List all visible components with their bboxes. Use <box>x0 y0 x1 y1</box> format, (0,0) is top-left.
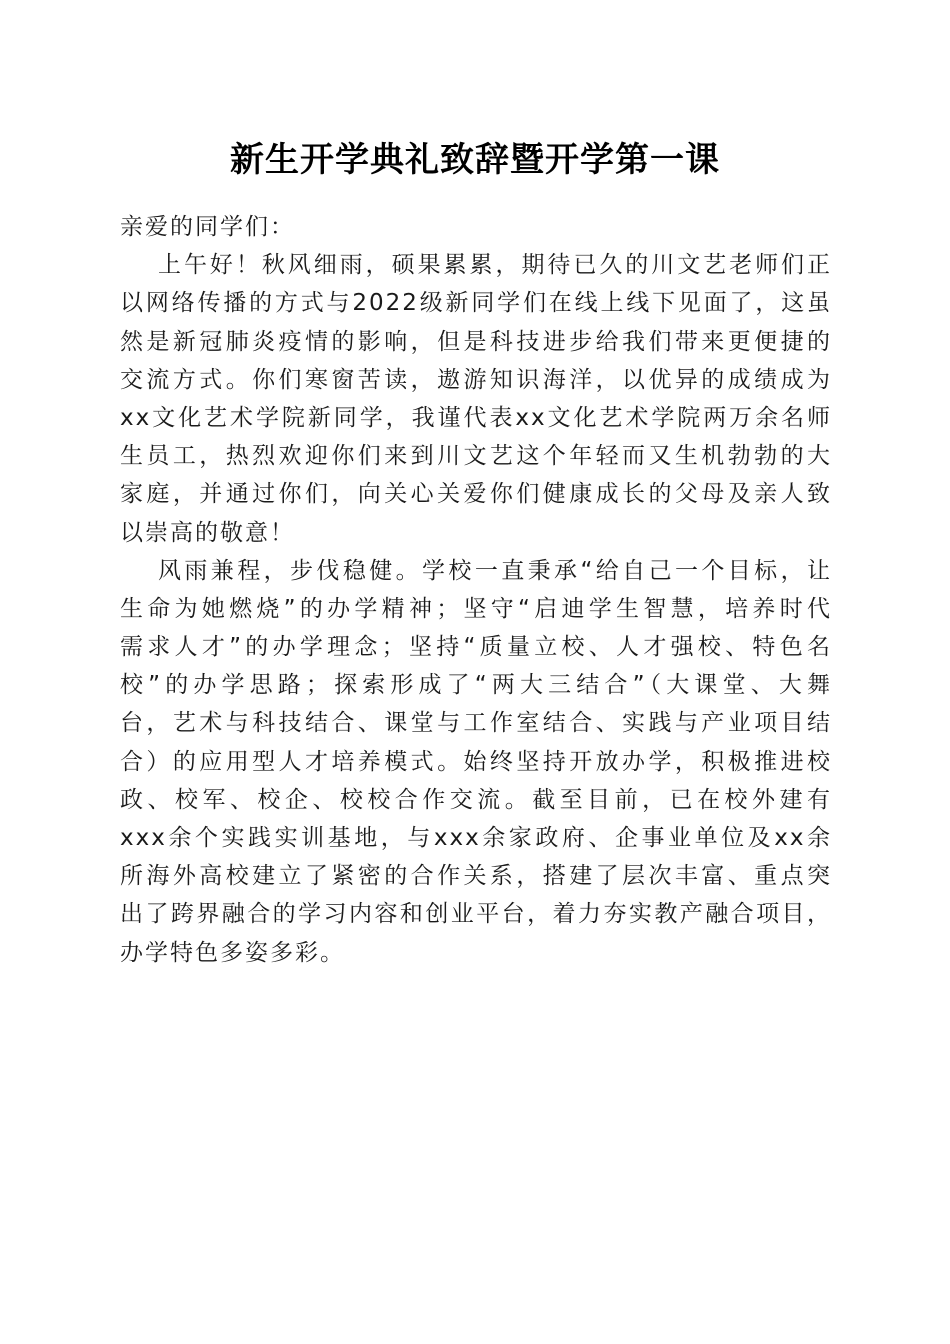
paragraph-line: 生命为她燃烧”的办学精神；坚守“启迪学生智慧，培养时代 <box>120 595 832 622</box>
paragraph-line: 需求人才”的办学理念；坚持“质量立校、人才强校、特色名 <box>120 634 832 661</box>
document-title: 新生开学典礼致辞暨开学第一课 <box>230 140 720 180</box>
paragraph-line: 政、校军、校企、校校合作交流。截至目前，已在校外建有 <box>120 786 832 813</box>
paragraph-line: 以网络传播的方式与2022级新同学们在线上线下见面了，这虽 <box>120 290 832 317</box>
paragraph-line: 校”的办学思路；探索形成了“两大三结合”（大课堂、大舞 <box>120 672 832 699</box>
paragraph-line: 办学特色多姿多彩。 <box>120 939 345 966</box>
paragraph-line: 出了跨界融合的学习内容和创业平台，着力夯实教产融合项目， <box>120 901 832 928</box>
paragraph-line: 合）的应用型人才培养模式。始终坚持开放办学，积极推进校 <box>120 748 832 775</box>
paragraph-line: 以崇高的敬意！ <box>120 519 295 546</box>
paragraph-1 <box>120 246 832 552</box>
paragraph-line: 台，艺术与科技结合、课堂与工作室结合、实践与产业项目结 <box>120 710 832 737</box>
salutation: 亲爱的同学们： <box>120 214 295 240</box>
paragraph-line: 所海外高校建立了紧密的合作关系，搭建了层次丰富、重点突 <box>120 863 832 890</box>
paragraph-line: 然是新冠肺炎疫情的影响，但是科技进步给我们带来更便捷的 <box>120 328 832 355</box>
document-body <box>120 208 832 972</box>
paragraph-line: 风雨兼程，步伐稳健。学校一直秉承“给自己一个目标，让 <box>158 557 832 584</box>
paragraph-2 <box>120 552 832 972</box>
paragraph-line: 交流方式。你们寒窗苦读，遨游知识海洋，以优异的成绩成为 <box>120 366 832 393</box>
paragraph-line: 家庭，并通过你们，向关心关爱你们健康成长的父母及亲人致 <box>120 481 832 508</box>
paragraph-line: 生员工，热烈欢迎你们来到川文艺这个年轻而又生机勃勃的大 <box>120 443 832 470</box>
paragraph-line: 上午好！秋风细雨，硕果累累，期待已久的川文艺老师们正 <box>158 252 832 279</box>
paragraph-line: xx文化艺术学院新同学，我谨代表xx文化艺术学院两万余名师 <box>120 404 832 431</box>
paragraph-line: xxx余个实践实训基地，与xxx余家政府、企事业单位及xx余 <box>120 825 832 851</box>
